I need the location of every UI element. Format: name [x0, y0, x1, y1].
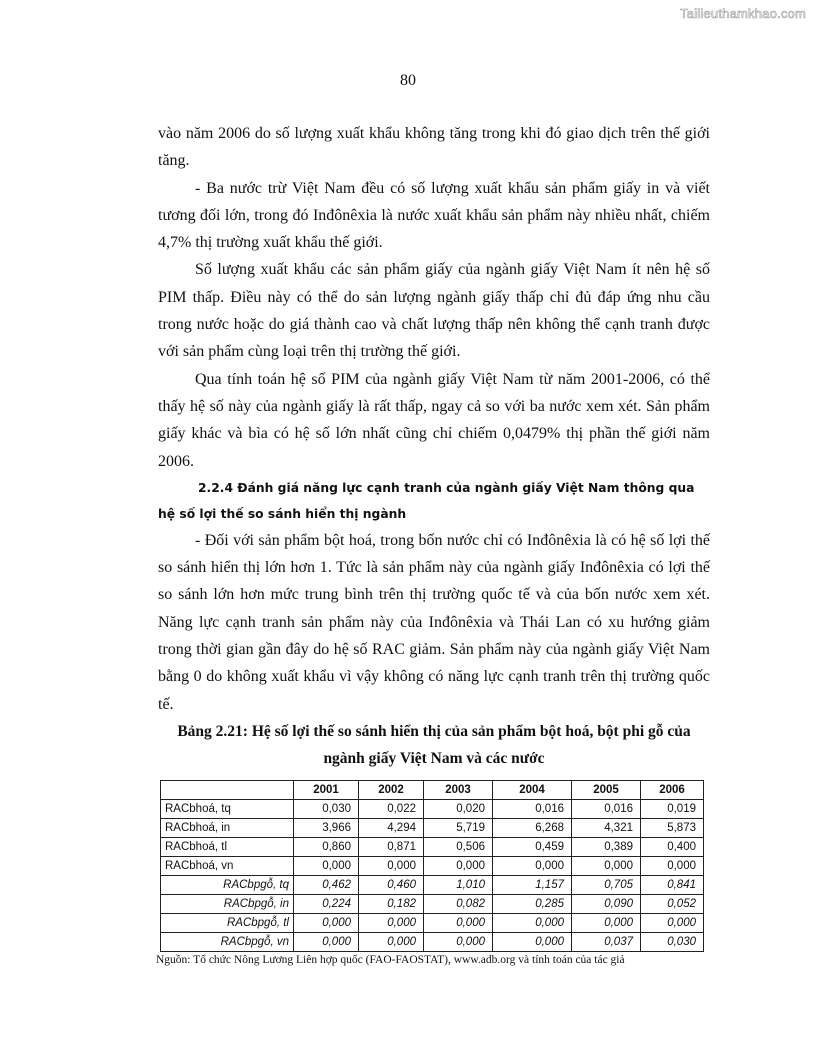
paragraph-4: Qua tính toán hệ số PIM của ngành giấy Việt Nam từ năm 2001-2006, có thể thấy hệ số này của ngành giấy là rất thấp, ngay cả so với ba nước xem xét. Sản phẩm giấy khác và bìa có hệ số lớn nhất cũng chỉ chiếm 0,0479% thị phần thế giới năm 2006.: [158, 370, 710, 470]
table-cell: 0,052: [641, 894, 704, 913]
table-cell: 0,022: [359, 799, 424, 818]
table-row: [161, 818, 704, 837]
row-label: RACbhoá, vn: [161, 856, 294, 875]
table-cell: 0,285: [493, 894, 572, 913]
row-label: RACbpgỗ, tq: [161, 875, 294, 894]
table-cell: 0,020: [424, 799, 493, 818]
header-cell: 2001: [294, 780, 359, 799]
table-cell: 0,389: [572, 837, 641, 856]
header-cell: [161, 780, 294, 799]
table-cell: 0,000: [493, 932, 572, 951]
table-cell: 0,705: [572, 875, 641, 894]
table-cell: 0,000: [359, 856, 424, 875]
table-cell: 0,506: [424, 837, 493, 856]
header-cell: 2002: [359, 780, 424, 799]
table-cell: 0,000: [424, 856, 493, 875]
table-cell: 0,000: [359, 932, 424, 951]
table-cell: 0,090: [572, 894, 641, 913]
table-cell: 0,000: [641, 913, 704, 932]
header-cell: 2006: [641, 780, 704, 799]
table-cell: 0,000: [294, 913, 359, 932]
page-content: [158, 120, 710, 967]
header-cell: 2004: [493, 780, 572, 799]
table-cell: 0,019: [641, 799, 704, 818]
paragraph-3: Số lượng xuất khẩu các sản phẩm giấy của ngành giấy Việt Nam ít nên hệ số PIM thấp. Điều này có thể do sản lượng ngành giấy thấp chỉ đủ đáp ứng nhu cầu trong nước hoặc do giá thành cao và chất lượng thấp nên không thể cạnh tranh được với sản phẩm cùng loại trên thị trường thế giới.: [158, 261, 710, 361]
table-cell: 0,000: [572, 913, 641, 932]
table-cell: 0,030: [294, 799, 359, 818]
table-cell: 0,860: [294, 837, 359, 856]
table-cell: 0,000: [359, 913, 424, 932]
paragraph-5: - Đối với sản phẩm bột hoá, trong bốn nước chỉ có Inđônêxia là có hệ số lợi thế so sánh hiển thị lớn hơn 1. Tức là sản phẩm này của ngành giấy Inđônêxia có lợi thế so sánh lớn hơn mức trung bình trên thị trường quốc tế và của bốn nước xem xét. Năng lực cạnh tranh sản phẩm này của Inđônêxia và Thái Lan có xu hướng giảm trong thời gian gần đây do hệ số RAC giảm. Sản phẩm này của ngành giấy Việt Nam bằng 0 do không xuất khẩu vì vậy không có năng lực cạnh tranh trên thị trường quốc tế.: [158, 531, 710, 713]
table-cell: 1,157: [493, 875, 572, 894]
table-cell: 0,182: [359, 894, 424, 913]
table-cell: 5,719: [424, 818, 493, 837]
table-cell: 0,016: [493, 799, 572, 818]
table-caption-line-1: Bảng 2.21: Hệ số lợi thế so sánh hiển thị của sản phẩm bột hoá, bột phi gỗ của: [177, 722, 691, 740]
table-row: [161, 799, 704, 818]
row-label: RACbhoá, tq: [161, 799, 294, 818]
watermark: Tailieuthamkhao.com: [680, 6, 806, 21]
table-cell: 1,010: [424, 875, 493, 894]
table-cell: 0,459: [493, 837, 572, 856]
section-heading-line-1: 2.2.4 Đánh giá năng lực cạnh tranh của ngành giấy Việt Nam thông qua: [198, 480, 695, 495]
paragraph-2: - Ba nước trừ Việt Nam đều có số lượng xuất khẩu sản phẩm giấy in và viết tương đối lớn, trong đó Inđônêxia là nước xuất khẩu sản phẩm này nhiều nhất, chiếm 4,7% thị trường xuất khẩu thế giới.: [158, 179, 710, 252]
rac-table: [160, 780, 704, 952]
row-label: RACbpgỗ, tl: [161, 913, 294, 932]
paragraph-1: vào năm 2006 do số lượng xuất khẩu không tăng trong khi đó giao dịch trên thế giới tăng.: [158, 125, 710, 170]
table-cell: 0,462: [294, 875, 359, 894]
table-caption: [152, 718, 716, 772]
table-cell: 0,871: [359, 837, 424, 856]
table-cell: 0,000: [294, 856, 359, 875]
table-cell: 6,268: [493, 818, 572, 837]
table-cell: 0,000: [493, 856, 572, 875]
header-cell: 2003: [424, 780, 493, 799]
table-cell: 0,400: [641, 837, 704, 856]
table-cell: 0,000: [641, 856, 704, 875]
table-source-note: Nguồn: Tổ chức Nông Lương Liên hợp quốc (FAO-FAOSTAT), www.adb.org và tính toán của tác giả: [156, 953, 625, 966]
table-cell: 0,000: [493, 913, 572, 932]
page-number: 80: [400, 72, 416, 89]
table-cell: 0,082: [424, 894, 493, 913]
table-cell: 4,321: [572, 818, 641, 837]
table-cell: 0,016: [572, 799, 641, 818]
table-cell: 0,000: [424, 932, 493, 951]
section-heading-line-2: hệ số lợi thế so sánh hiển thị ngành: [158, 506, 407, 521]
row-label: RACbhoá, tl: [161, 837, 294, 856]
table-cell: 0,037: [572, 932, 641, 951]
header-cell: 2005: [572, 780, 641, 799]
table-cell: 5,873: [641, 818, 704, 837]
table-header-row: [161, 780, 704, 799]
table-row: [161, 856, 704, 875]
row-label: RACbhoá, in: [161, 818, 294, 837]
table-cell: 0,000: [294, 932, 359, 951]
table-cell: 0,841: [641, 875, 704, 894]
table-row: [161, 837, 704, 856]
row-label: RACbpgỗ, vn: [161, 932, 294, 951]
table-caption-line-2: ngành giấy Việt Nam và các nước: [323, 749, 545, 767]
table-cell: 0,000: [572, 856, 641, 875]
table-cell: 3,966: [294, 818, 359, 837]
table-cell: 4,294: [359, 818, 424, 837]
table-cell: 0,030: [641, 932, 704, 951]
section-heading: [158, 475, 710, 527]
table-row: [161, 894, 704, 913]
table-row: [161, 913, 704, 932]
table-row: [161, 875, 704, 894]
table-cell: 0,224: [294, 894, 359, 913]
table-row: [161, 932, 704, 951]
table-cell: 0,000: [424, 913, 493, 932]
row-label: RACbpgỗ, in: [161, 894, 294, 913]
table-cell: 0,460: [359, 875, 424, 894]
